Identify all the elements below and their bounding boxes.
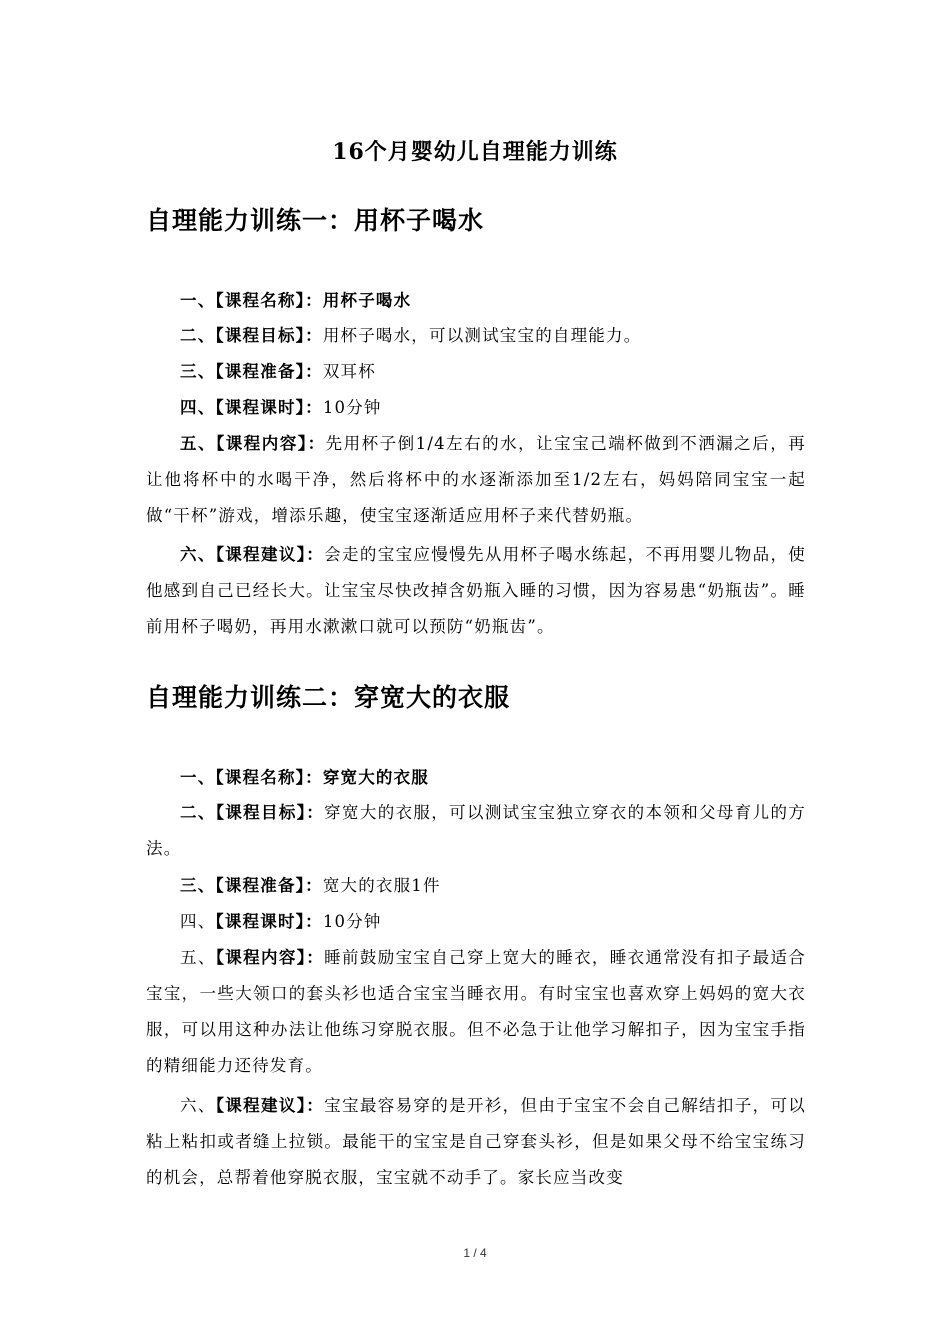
section-1-item-goal: 二、【课程目标】：用杯子喝水，可以测试宝宝的自理能力。 — [180, 326, 642, 345]
section-2-item-content: 五、【课程内容】：睡前鼓励宝宝自己穿上宽大的睡衣，睡衣通常没有扣子最适合宝宝，一些大领口的套头衫也适合宝宝当睡衣用。有时宝宝也喜欢穿上妈妈的宽大衣服，可以用这种办法让他练习穿脱衣服。但不必急于让他学习解扣子，因为宝宝手指的精细能力还待发育。 — [146, 948, 806, 1075]
page-number: 1 / 4 — [463, 1246, 487, 1260]
section-1-item-prep: 三、【课程准备】：双耳杯 — [180, 362, 376, 381]
section-2-item-goal: 二、【课程目标】：穿宽大的衣服，可以测试宝宝独立穿衣的本领和父母育儿的方法。 — [146, 803, 806, 858]
section-1-item-name: 一、【课程名称】：用杯子喝水 — [180, 291, 412, 310]
section-2-item-advice: 六、【课程建议】：宝宝最容易穿的是开衫，但由于宝宝不会自己解结扣子，可以粘上粘扣或者缝上拉锁。最能干的宝宝是自己穿套头衫，但是如果父母不给宝宝练习的机会，总帮着他穿脱衣服，宝宝就不动手了。家长应当改变 — [146, 1096, 806, 1187]
section-heading-2: 自理能力训练二：穿宽大的衣服 — [146, 683, 511, 712]
section-2-item-duration: 四、【课程课时】：10分钟 — [180, 912, 382, 931]
section-1-item-content: 五、【课程内容】：先用杯子倒1/4左右的水，让宝宝己端杯做到不洒漏之后，再让他将杯中的水喝干净，然后将杯中的水逐渐添加至1/2左右，妈妈陪同宝宝一起做“干杯”游戏，增添乐趣，使宝宝逐渐适应用杯子来代替奶瓶。 — [146, 434, 807, 525]
section-1-item-duration: 四、【课程课时】：10分钟 — [180, 398, 382, 417]
document-title: 16个月婴幼儿自理能力训练 — [332, 139, 618, 165]
section-heading-1: 自理能力训练一：用杯子喝水 — [146, 206, 485, 235]
section-2-item-prep: 三、【课程准备】：宽大的衣服1件 — [180, 876, 441, 895]
section-1-item-advice: 六、【课程建议】：会走的宝宝应慢慢先从用杯子喝水练起，不再用婴儿物品，使他感到自己已经长大。让宝宝尽快改掉含奶瓶入睡的习惯，因为容易患“奶瓶齿”。睡前用杯子喝奶，再用水漱漱口就可以预防“奶瓶齿”。 — [146, 545, 806, 636]
section-2-item-name: 一、【课程名称】：穿宽大的衣服 — [180, 768, 430, 787]
